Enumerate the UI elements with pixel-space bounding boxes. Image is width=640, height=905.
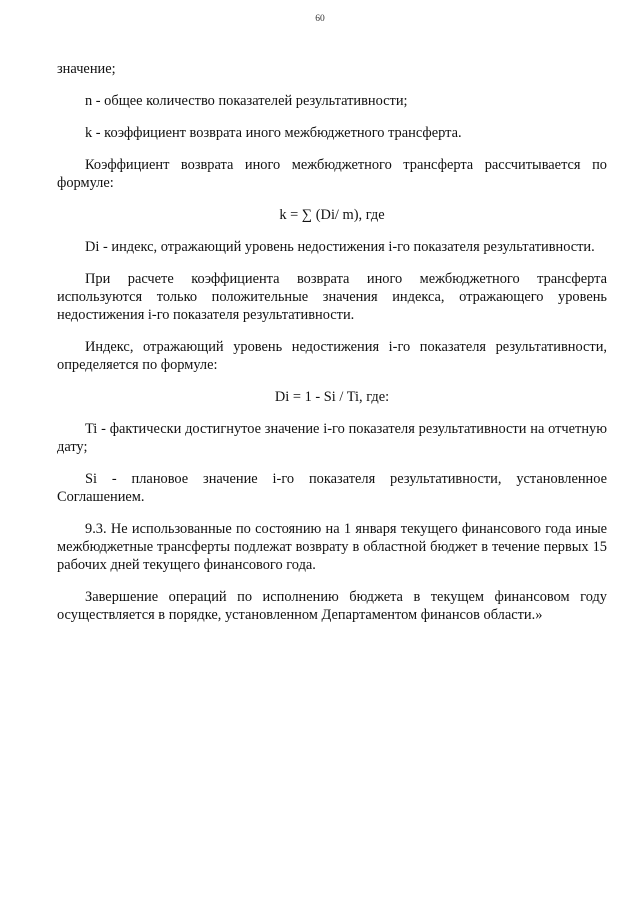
definition-k: k - коэффициент возврата иного межбюджетного трансферта. [85,125,462,141]
paragraph-value-end: значение; [57,61,116,77]
paragraph-9-3: 9.3. Не использованные по состоянию на 1 января текущего финансового года иные межбюджетные трансферты подлежат возврату в областной бюджет в течение первых 15 рабочих дней текущего финансового года. [57,521,607,573]
paragraph-completion: Завершение операций по исполнению бюджета в текущем финансовом году осуществляется в порядке, установленном Департаментом финансов области.» [57,589,607,623]
definition-di: Di - индекс, отражающий уровень недостижения i-го показателя результативности. [85,239,595,255]
definition-si: Si - плановое значение i-го показателя результативности, установленное Соглашением. [57,471,607,505]
formula-k: k = ∑ (Di/ m), где [279,207,385,223]
paragraph-positive-values: При расчете коэффициента возврата иного межбюджетного трансферта используются только положительные значения индекса, отражающего уровень недостижения i-го показателя результативности. [57,271,607,323]
paragraph-index-formula-intro: Индекс, отражающий уровень недостижения i-го показателя результативности, определяется по формуле: [57,339,607,373]
document-body [57,60,607,624]
paragraph-coefficient-formula-intro: Коэффициент возврата иного межбюджетного трансферта рассчитывается по формуле: [57,157,607,191]
formula-di: Di = 1 - Si / Ti, где: [274,389,390,405]
definition-n: n - общее количество показателей результативности; [85,93,408,109]
definition-ti: Ti - фактически достигнутое значение i-го показателя результативности на отчетную дату; [57,421,607,455]
page-number: 60 [315,14,325,24]
